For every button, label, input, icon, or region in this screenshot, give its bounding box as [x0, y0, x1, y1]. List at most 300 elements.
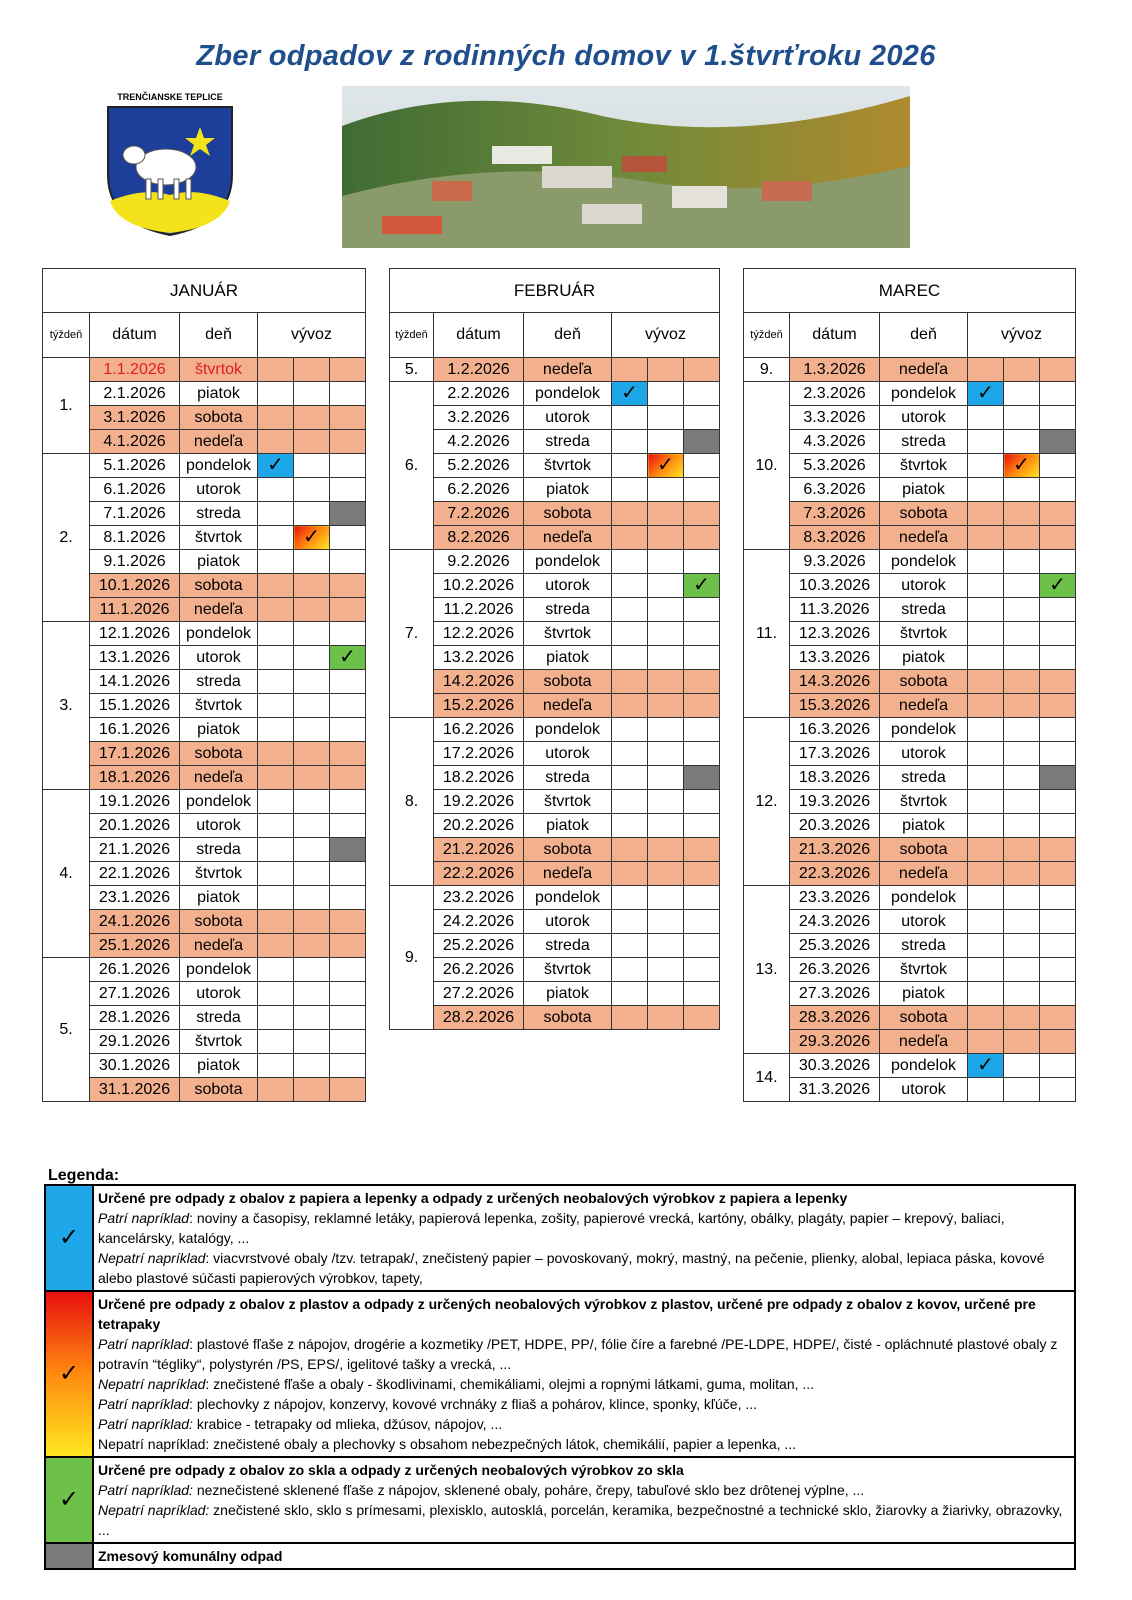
- day-row: [43, 622, 366, 646]
- pickup-cell: [968, 646, 1004, 670]
- day-row: [43, 838, 366, 862]
- pickup-cell: [968, 502, 1004, 526]
- date-cell: 8.1.2026: [90, 526, 180, 550]
- day-row: [744, 1006, 1076, 1030]
- pickup-cell: [330, 1054, 366, 1078]
- day-row: [43, 790, 366, 814]
- day-name-cell: utorok: [880, 406, 968, 430]
- day-name-cell: streda: [880, 766, 968, 790]
- date-cell: 2.1.2026: [90, 382, 180, 406]
- pickup-cell: [648, 430, 684, 454]
- legend-plastic-head: Určené pre odpady z obalov z plastov a odpady z určených neobalových výrobkov z plastov, určené pre odpady z obalov z kovov, určené pre tetrapaky: [98, 1296, 1036, 1332]
- day-name-cell: piatok: [880, 646, 968, 670]
- pickup-cell: [294, 766, 330, 790]
- pickup-cell: [330, 574, 366, 598]
- legend-plastic-text: [93, 1291, 1075, 1457]
- pickup-cell: [968, 478, 1004, 502]
- day-name-cell: štvrtok: [880, 622, 968, 646]
- day-name-cell: štvrtok: [880, 454, 968, 478]
- pickup-cell: [1004, 526, 1040, 550]
- pickup-cell: [684, 982, 720, 1006]
- pickup-cell: [294, 358, 330, 382]
- day-row: [390, 478, 720, 502]
- day-row: [744, 454, 1076, 478]
- pickup-cell: [684, 910, 720, 934]
- pickup-cell: [330, 886, 366, 910]
- check-icon: ✓: [657, 454, 674, 476]
- pickup-cell: [968, 1078, 1004, 1102]
- pickup-cell: [684, 406, 720, 430]
- day-name-cell: piatok: [880, 478, 968, 502]
- day-name-cell: sobota: [180, 406, 258, 430]
- pickup-cell: [294, 1006, 330, 1030]
- pickup-cell: [968, 814, 1004, 838]
- day-row: [744, 478, 1076, 502]
- calendar-february: [389, 268, 720, 1030]
- pickup-cell: [294, 934, 330, 958]
- date-cell: 18.2.2026: [434, 766, 524, 790]
- pickup-cell: [294, 886, 330, 910]
- date-cell: 5.2.2026: [434, 454, 524, 478]
- date-cell: 8.2.2026: [434, 526, 524, 550]
- day-row: [744, 694, 1076, 718]
- pickup-cell: [258, 934, 294, 958]
- pickup-cell: [968, 982, 1004, 1006]
- pickup-cell: [258, 766, 294, 790]
- date-cell: 10.2.2026: [434, 574, 524, 598]
- legend-label: Nepatrí napríklad:: [98, 1502, 210, 1518]
- day-row: [43, 502, 366, 526]
- day-name-cell: nedeľa: [880, 358, 968, 382]
- date-cell: 16.1.2026: [90, 718, 180, 742]
- pickup-cell: [1004, 694, 1040, 718]
- pickup-cell: [612, 670, 648, 694]
- pickup-cell: [1004, 910, 1040, 934]
- pickup-cell: [612, 958, 648, 982]
- day-row: [43, 934, 366, 958]
- legend-paper: [45, 1185, 1075, 1291]
- day-row: [744, 982, 1076, 1006]
- day-name-cell: štvrtok: [524, 454, 612, 478]
- pickup-cell: [330, 862, 366, 886]
- pickup-cell: [1004, 982, 1040, 1006]
- day-name-cell: piatok: [180, 550, 258, 574]
- date-cell: 16.2.2026: [434, 718, 524, 742]
- pickup-paper: [968, 382, 1004, 406]
- date-cell: 16.3.2026: [790, 718, 880, 742]
- day-row: [390, 406, 720, 430]
- day-row: [744, 670, 1076, 694]
- day-name-cell: nedeľa: [524, 862, 612, 886]
- day-name-cell: štvrtok: [180, 526, 258, 550]
- pickup-cell: [684, 646, 720, 670]
- day-name-cell: piatok: [180, 886, 258, 910]
- coat-of-arms-icon: [104, 105, 236, 237]
- pickup-paper: [968, 1054, 1004, 1078]
- date-cell: 25.1.2026: [90, 934, 180, 958]
- date-cell: 26.1.2026: [90, 958, 180, 982]
- date-cell: 7.1.2026: [90, 502, 180, 526]
- week-number: 9.: [390, 886, 434, 1030]
- date-cell: 14.1.2026: [90, 670, 180, 694]
- day-name-cell: streda: [524, 430, 612, 454]
- pickup-cell: [612, 406, 648, 430]
- pickup-cell: [1004, 1078, 1040, 1102]
- legend-text: neznečistené sklenené fľaše z nápojov, sklenené obaly, poháre, črepy, tabuľové sklo bez drôtenej výplne, ...: [192, 1482, 865, 1498]
- day-row: [43, 406, 366, 430]
- pickup-cell: [258, 1054, 294, 1078]
- pickup-cell: [648, 646, 684, 670]
- pickup-cell: [968, 670, 1004, 694]
- day-row: [744, 742, 1076, 766]
- calendar-january: [42, 268, 366, 1102]
- pickup-cell: [294, 958, 330, 982]
- day-name-cell: streda: [180, 670, 258, 694]
- pickup-cell: [1040, 1006, 1076, 1030]
- day-name-cell: sobota: [880, 502, 968, 526]
- pickup-cell: [258, 550, 294, 574]
- pickup-cell: [968, 454, 1004, 478]
- day-row: [744, 910, 1076, 934]
- pickup-cell: [648, 934, 684, 958]
- date-cell: 25.2.2026: [434, 934, 524, 958]
- pickup-cell: [1004, 670, 1040, 694]
- day-name-cell: utorok: [880, 910, 968, 934]
- legend-plastic-line: [98, 1414, 1070, 1434]
- day-row: [390, 838, 720, 862]
- pickup-cell: [684, 358, 720, 382]
- date-cell: 19.1.2026: [90, 790, 180, 814]
- header-pickup: vývoz: [612, 313, 720, 358]
- day-row: [43, 550, 366, 574]
- pickup-cell: [612, 598, 648, 622]
- pickup-cell: [330, 742, 366, 766]
- day-row: [390, 574, 720, 598]
- date-cell: 28.2.2026: [434, 1006, 524, 1030]
- day-name-cell: piatok: [880, 982, 968, 1006]
- pickup-cell: [612, 886, 648, 910]
- header-day: deň: [880, 313, 968, 358]
- day-row: [744, 790, 1076, 814]
- date-cell: 22.2.2026: [434, 862, 524, 886]
- pickup-cell: [1004, 934, 1040, 958]
- pickup-cell: [1040, 526, 1076, 550]
- pickup-cell: [1004, 766, 1040, 790]
- day-row: [390, 694, 720, 718]
- pickup-cell: [612, 646, 648, 670]
- town-crest: [104, 92, 236, 242]
- date-cell: 14.3.2026: [790, 670, 880, 694]
- pickup-cell: [612, 502, 648, 526]
- pickup-cell: [1040, 934, 1076, 958]
- legend-text: : noviny a časopisy, reklamné letáky, papierová lepenka, zošity, papierové vrecká, kartóny, obálky, plagáty, papier – krepový, baliaci, kancelársky, katalógy, ...: [98, 1210, 1005, 1246]
- pickup-cell: [612, 718, 648, 742]
- pickup-cell: [330, 694, 366, 718]
- day-name-cell: utorok: [180, 982, 258, 1006]
- day-row: [390, 958, 720, 982]
- pickup-cell: [1004, 430, 1040, 454]
- day-row: [744, 502, 1076, 526]
- pickup-cell: [684, 694, 720, 718]
- pickup-cell: [1040, 454, 1076, 478]
- day-name-cell: piatok: [524, 646, 612, 670]
- week-number: 9.: [744, 358, 790, 382]
- pickup-cell: [684, 526, 720, 550]
- pickup-cell: [1040, 358, 1076, 382]
- pickup-cell: [294, 1054, 330, 1078]
- date-cell: 23.1.2026: [90, 886, 180, 910]
- pickup-cell: [648, 838, 684, 862]
- pickup-cell: [1004, 1054, 1040, 1078]
- legend-text: : viacvrstvové obaly /tzv. tetrapak/, znečistený papier – povoskovaný, mokrý, mastný, na pečenie, plienky, alobal, lepiaca páska, kovové alebo plastové súčasti papierových výrobkov, tapety,: [98, 1250, 1045, 1286]
- day-row: [744, 958, 1076, 982]
- glass-swatch: [45, 1457, 93, 1543]
- pickup-cell: [968, 358, 1004, 382]
- week-number: 8.: [390, 718, 434, 886]
- legend-paper-head: Určené pre odpady z obalov z papiera a lepenky a odpady z určených neobalových výrobkov z papiera a lepenky: [98, 1190, 848, 1206]
- day-row: [43, 742, 366, 766]
- pickup-cell: [968, 622, 1004, 646]
- day-row: [744, 598, 1076, 622]
- pickup-cell: [612, 982, 648, 1006]
- pickup-cell: [968, 598, 1004, 622]
- date-cell: 3.2.2026: [434, 406, 524, 430]
- day-row: [43, 478, 366, 502]
- pickup-cell: [684, 1006, 720, 1030]
- check-icon: ✓: [58, 1224, 80, 1251]
- pickup-cell: [648, 382, 684, 406]
- day-row: [43, 382, 366, 406]
- day-name-cell: nedeľa: [180, 430, 258, 454]
- pickup-cell: [684, 454, 720, 478]
- day-row: [43, 766, 366, 790]
- date-cell: 19.3.2026: [790, 790, 880, 814]
- day-row: [744, 934, 1076, 958]
- pickup-cell: [258, 502, 294, 526]
- legend-label: Patrí napríklad: [98, 1210, 190, 1226]
- day-name-cell: streda: [524, 766, 612, 790]
- pickup-cell: [294, 694, 330, 718]
- date-cell: 29.1.2026: [90, 1030, 180, 1054]
- day-row: [43, 1078, 366, 1102]
- day-row: [744, 814, 1076, 838]
- day-name-cell: sobota: [880, 670, 968, 694]
- calendar-rows: [43, 358, 366, 1102]
- day-name-cell: pondelok: [180, 790, 258, 814]
- day-name-cell: pondelok: [180, 622, 258, 646]
- pickup-cell: [294, 790, 330, 814]
- pickup-cell: [1004, 814, 1040, 838]
- pickup-cell: [294, 814, 330, 838]
- pickup-cell: [330, 910, 366, 934]
- pickup-cell: [1040, 982, 1076, 1006]
- pickup-cell: [648, 958, 684, 982]
- day-name-cell: pondelok: [180, 454, 258, 478]
- pickup-cell: [968, 694, 1004, 718]
- pickup-cell: [1004, 742, 1040, 766]
- pickup-cell: [1040, 790, 1076, 814]
- day-row: [390, 646, 720, 670]
- pickup-cell: [648, 910, 684, 934]
- header-pickup: vývoz: [968, 313, 1076, 358]
- pickup-mixed: [1040, 430, 1076, 454]
- date-cell: 14.2.2026: [434, 670, 524, 694]
- date-cell: 1.3.2026: [790, 358, 880, 382]
- legend-mixed-head: Zmesový komunálny odpad: [98, 1548, 283, 1564]
- day-name-cell: pondelok: [524, 886, 612, 910]
- legend-table: [44, 1184, 1076, 1570]
- day-row: [744, 766, 1076, 790]
- date-cell: 25.3.2026: [790, 934, 880, 958]
- pickup-cell: [648, 478, 684, 502]
- week-number: 11.: [744, 550, 790, 718]
- pickup-cell: [612, 694, 648, 718]
- pickup-cell: [1040, 958, 1076, 982]
- day-name-cell: nedeľa: [180, 934, 258, 958]
- pickup-cell: [330, 790, 366, 814]
- week-number: 13.: [744, 886, 790, 1054]
- pickup-cell: [648, 790, 684, 814]
- date-cell: 1.2.2026: [434, 358, 524, 382]
- week-number: 12.: [744, 718, 790, 886]
- date-cell: 12.1.2026: [90, 622, 180, 646]
- legend-text: : plastové fľaše z nápojov, drogérie a kozmetiky /PET, HDPE, PP/, fólie číre a farebné /PE-LDPE, HDPE/, čisté - opláchnuté plastové obaly z potravín “tégliky“, polystyrén /PS, EPS/, igelitové tašky a vrecká, ...: [98, 1336, 1058, 1372]
- day-row: [744, 526, 1076, 550]
- pickup-cell: [258, 862, 294, 886]
- date-cell: 15.3.2026: [790, 694, 880, 718]
- legend-plastic-line: [98, 1374, 1070, 1394]
- legend-paper-text: [93, 1185, 1075, 1291]
- pickup-cell: [648, 526, 684, 550]
- day-name-cell: streda: [880, 430, 968, 454]
- pickup-cell: [1040, 1030, 1076, 1054]
- pickup-cell: [648, 670, 684, 694]
- day-name-cell: streda: [524, 598, 612, 622]
- date-cell: 26.3.2026: [790, 958, 880, 982]
- pickup-cell: [612, 430, 648, 454]
- pickup-cell: [684, 550, 720, 574]
- pickup-cell: [648, 742, 684, 766]
- date-cell: 20.2.2026: [434, 814, 524, 838]
- pickup-cell: [684, 886, 720, 910]
- date-cell: 23.2.2026: [434, 886, 524, 910]
- week-number: 2.: [43, 454, 90, 622]
- pickup-cell: [1004, 718, 1040, 742]
- pickup-cell: [968, 718, 1004, 742]
- day-name-cell: štvrtok: [180, 358, 258, 382]
- legend-glass-head: Určené pre odpady z obalov zo skla a odpady z určených neobalových výrobkov zo skla: [98, 1462, 684, 1478]
- pickup-cell: [258, 982, 294, 1006]
- pickup-cell: [968, 406, 1004, 430]
- pickup-glass: [330, 646, 366, 670]
- date-cell: 3.3.2026: [790, 406, 880, 430]
- day-name-cell: piatok: [524, 982, 612, 1006]
- pickup-cell: [258, 1078, 294, 1102]
- pickup-cell: [294, 550, 330, 574]
- pickup-cell: [1040, 382, 1076, 406]
- pickup-cell: [258, 430, 294, 454]
- day-name-cell: nedeľa: [524, 358, 612, 382]
- date-cell: 6.2.2026: [434, 478, 524, 502]
- pickup-cell: [330, 454, 366, 478]
- day-row: [43, 430, 366, 454]
- day-row: [43, 526, 366, 550]
- date-cell: 27.1.2026: [90, 982, 180, 1006]
- day-name-cell: pondelok: [180, 958, 258, 982]
- pickup-cell: [968, 1030, 1004, 1054]
- pickup-cell: [612, 838, 648, 862]
- date-cell: 11.3.2026: [790, 598, 880, 622]
- pickup-cell: [968, 838, 1004, 862]
- day-row: [744, 1054, 1076, 1078]
- date-cell: 9.1.2026: [90, 550, 180, 574]
- date-cell: 27.2.2026: [434, 982, 524, 1006]
- day-row: [744, 862, 1076, 886]
- pickup-cell: [330, 670, 366, 694]
- day-name-cell: utorok: [524, 742, 612, 766]
- day-row: [390, 670, 720, 694]
- pickup-plastic: [648, 454, 684, 478]
- crest-label: TRENČIANSKE TEPLICE: [117, 92, 223, 102]
- pickup-cell: [968, 574, 1004, 598]
- day-name-cell: streda: [180, 1006, 258, 1030]
- legend-label: Patrí napríklad: [98, 1396, 190, 1412]
- pickup-cell: [294, 1030, 330, 1054]
- pickup-paper: [258, 454, 294, 478]
- pickup-cell: [684, 670, 720, 694]
- check-icon: ✓: [621, 382, 638, 404]
- pickup-cell: [1040, 1078, 1076, 1102]
- date-cell: 17.1.2026: [90, 742, 180, 766]
- legend-glass-line: [98, 1480, 1070, 1500]
- day-name-cell: štvrtok: [524, 958, 612, 982]
- pickup-cell: [1040, 718, 1076, 742]
- date-cell: 24.2.2026: [434, 910, 524, 934]
- pickup-cell: [648, 550, 684, 574]
- pickup-cell: [612, 934, 648, 958]
- date-cell: 21.1.2026: [90, 838, 180, 862]
- pickup-cell: [258, 526, 294, 550]
- date-cell: 17.3.2026: [790, 742, 880, 766]
- pickup-cell: [1004, 1030, 1040, 1054]
- pickup-cell: [1040, 646, 1076, 670]
- legend-text: : plechovky z nápojov, konzervy, kovové vrchnáky z fliaš a pohárov, klince, sponky, kľúče, ...: [189, 1396, 758, 1412]
- pickup-cell: [612, 478, 648, 502]
- pickup-cell: [648, 574, 684, 598]
- pickup-cell: [294, 982, 330, 1006]
- pickup-cell: [968, 910, 1004, 934]
- date-cell: 9.3.2026: [790, 550, 880, 574]
- pickup-cell: [648, 862, 684, 886]
- pickup-cell: [1004, 574, 1040, 598]
- day-row: [43, 814, 366, 838]
- pickup-cell: [1040, 886, 1076, 910]
- date-cell: 15.2.2026: [434, 694, 524, 718]
- pickup-cell: [294, 622, 330, 646]
- day-name-cell: nedeľa: [524, 694, 612, 718]
- pickup-cell: [294, 574, 330, 598]
- pickup-cell: [648, 358, 684, 382]
- legend-glass-text: [93, 1457, 1075, 1543]
- date-cell: 12.3.2026: [790, 622, 880, 646]
- pickup-cell: [1040, 622, 1076, 646]
- legend-label: Patrí napríklad:: [98, 1482, 193, 1498]
- day-name-cell: pondelok: [880, 1054, 968, 1078]
- pickup-cell: [1040, 694, 1076, 718]
- month-title: JANUÁR: [43, 269, 366, 313]
- legend-mixed: [45, 1543, 1075, 1569]
- pickup-cell: [968, 886, 1004, 910]
